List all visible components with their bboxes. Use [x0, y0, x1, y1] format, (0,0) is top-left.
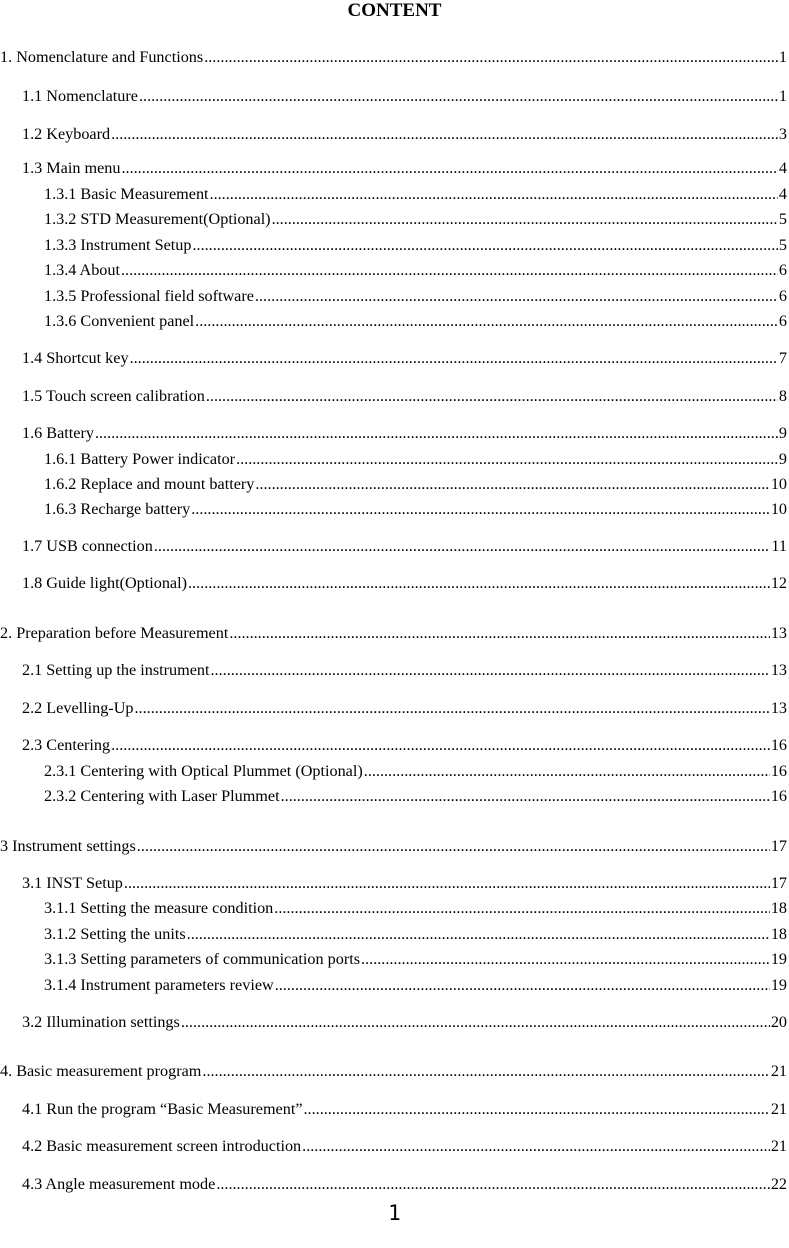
toc-entry[interactable]	[44, 898, 787, 918]
toc-entry-page: 13	[770, 661, 787, 679]
toc-entry[interactable]	[0, 1061, 787, 1081]
dot-leader	[135, 698, 770, 718]
toc-entry-page: 13	[770, 699, 787, 717]
toc-entry[interactable]	[22, 124, 787, 144]
toc-entry-label: 1.8 Guide light(Optional)	[22, 574, 187, 592]
toc-entry-page: 1	[778, 48, 787, 66]
toc-entry-page: 10	[770, 500, 787, 518]
toc-entry[interactable]	[44, 786, 787, 806]
toc-entry[interactable]	[44, 286, 787, 306]
toc-entry[interactable]	[22, 735, 787, 755]
toc-entry-label: 3.1.2 Setting the units	[44, 925, 186, 943]
toc-entry-page: 21	[770, 1100, 787, 1118]
toc-entry-page: 9	[778, 424, 787, 442]
dot-leader	[255, 474, 769, 494]
toc-entry-label: 2.3.2 Centering with Laser Plummet	[44, 787, 280, 805]
toc-entry-label: 1.3.5 Professional field software	[44, 287, 254, 305]
toc-entry-page: 21	[770, 1137, 787, 1155]
dot-leader	[275, 975, 770, 995]
toc-entry-page: 16	[770, 762, 787, 780]
toc-entry-page: 12	[770, 574, 787, 592]
toc-entry[interactable]	[22, 1174, 787, 1194]
toc-entry-page: 11	[771, 537, 787, 555]
toc-entry[interactable]	[22, 348, 787, 368]
toc-entry-page: 20	[770, 1013, 787, 1031]
toc-entry-label: 3.1.3 Setting parameters of communication ports	[44, 950, 361, 968]
dot-leader	[188, 573, 770, 593]
toc-entry[interactable]	[44, 260, 787, 280]
toc-entry-page: 7	[778, 349, 787, 367]
toc-entry-page: 17	[770, 874, 787, 892]
toc-entry[interactable]	[0, 47, 787, 67]
toc-entry[interactable]	[44, 209, 787, 229]
toc-entry[interactable]	[0, 836, 787, 856]
toc-entry-page: 5	[778, 236, 787, 254]
toc-entry-page: 19	[770, 950, 787, 968]
dot-leader	[255, 286, 778, 306]
toc-entry[interactable]	[44, 235, 787, 255]
toc-entry-label: 1.6 Battery	[22, 424, 94, 442]
toc-entry-label: 2. Preparation before Measurement	[0, 624, 229, 642]
dot-leader	[95, 423, 778, 443]
toc-entry-label: 1.3.3 Instrument Setup	[44, 236, 192, 254]
dot-leader	[137, 836, 770, 856]
toc-entry-label: 1.3.2 STD Measurement(Optional)	[44, 210, 271, 228]
toc-entry-label: 1.1 Nomenclature	[22, 87, 138, 105]
toc-entry-label: 1.6.2 Replace and mount battery	[44, 475, 255, 493]
toc-entry[interactable]	[0, 623, 787, 643]
toc-entry[interactable]	[44, 949, 787, 969]
toc-entry-label: 3 Instrument settings	[0, 837, 136, 855]
page-title: CONTENT	[347, 0, 442, 21]
dot-leader	[130, 348, 778, 368]
toc-entry-page: 8	[778, 387, 787, 405]
toc-entry-label: 3.1.4 Instrument parameters review	[44, 976, 274, 994]
toc-entry-label: 1.3.6 Convenient panel	[44, 312, 195, 330]
dot-leader	[210, 184, 778, 204]
dot-leader	[204, 47, 778, 67]
dot-leader	[121, 158, 777, 178]
toc-entry-label: 4.1 Run the program “Basic Measurement”	[22, 1100, 303, 1118]
toc-entry-page: 16	[770, 736, 787, 754]
toc-entry-label: 1.3.1 Basic Measurement	[44, 185, 209, 203]
dot-leader	[181, 1012, 770, 1032]
toc-entry-label: 1.6.3 Recharge battery	[44, 500, 191, 518]
toc-entry-page: 21	[770, 1062, 787, 1080]
dot-leader	[302, 1136, 770, 1156]
toc-entry[interactable]	[44, 924, 787, 944]
toc-entry[interactable]	[44, 311, 787, 331]
toc-entry[interactable]	[22, 1099, 787, 1119]
toc-entry-label: 4.2 Basic measurement screen introduction	[22, 1137, 302, 1155]
toc-entry-label: 3.1.1 Setting the measure condition	[44, 899, 274, 917]
toc-entry[interactable]	[22, 873, 787, 893]
dot-leader	[272, 209, 778, 229]
toc-entry-page: 18	[770, 899, 787, 917]
dot-leader	[361, 949, 770, 969]
toc-entry-label: 2.2 Levelling-Up	[22, 699, 134, 717]
dot-leader	[364, 761, 770, 781]
dot-leader	[111, 735, 770, 755]
dot-leader	[195, 311, 778, 331]
toc-entry-label: 1.2 Keyboard	[22, 125, 111, 143]
toc-entry[interactable]	[44, 761, 787, 781]
toc-entry-page: 6	[778, 261, 787, 279]
dot-leader	[191, 499, 770, 519]
toc-entry-label: 4.3 Angle measurement mode	[22, 1175, 216, 1193]
dot-leader	[202, 1061, 769, 1081]
dot-leader	[216, 1174, 770, 1194]
toc-entry-page: 6	[778, 287, 787, 305]
dot-leader	[154, 536, 771, 556]
toc-entry-label: 2.3 Centering	[22, 736, 111, 754]
dot-leader	[124, 873, 770, 893]
dot-leader	[192, 235, 777, 255]
toc-entry-label: 1.4 Shortcut key	[22, 349, 129, 367]
dot-leader	[139, 86, 778, 106]
dot-leader	[206, 386, 778, 406]
toc-entry[interactable]	[22, 86, 787, 106]
toc-entry-label: 1. Nomenclature and Functions	[0, 48, 204, 66]
toc-entry-label: 2.3.1 Centering with Optical Plummet (Optional)	[44, 762, 363, 780]
dot-leader	[229, 623, 769, 643]
dot-leader	[111, 124, 778, 144]
toc-entry[interactable]	[22, 698, 787, 718]
toc-entry[interactable]	[22, 1012, 787, 1032]
dot-leader	[236, 449, 778, 469]
dot-leader	[121, 260, 778, 280]
toc-entry-label: 3.1 INST Setup	[22, 874, 123, 892]
toc-entry[interactable]	[22, 158, 787, 178]
toc-entry[interactable]	[44, 449, 787, 469]
toc-entry[interactable]	[22, 536, 787, 556]
dot-leader	[187, 924, 770, 944]
dot-leader	[274, 898, 770, 918]
toc-entry-page: 13	[770, 624, 787, 642]
toc-entry-page: 17	[770, 837, 787, 855]
page-number: 1	[388, 1201, 401, 1225]
toc-entry-label: 2.1 Setting up the instrument	[22, 661, 210, 679]
toc-entry-label: 3.2 Illumination settings	[22, 1013, 180, 1031]
toc-entry-label: 1.3.4 About	[44, 261, 120, 279]
toc-entry-page: 9	[778, 450, 787, 468]
dot-leader	[304, 1099, 770, 1119]
toc-entry-page: 3	[778, 125, 787, 143]
toc-entry-page: 18	[770, 925, 787, 943]
toc-entry-page: 16	[770, 787, 787, 805]
toc-entry[interactable]	[22, 386, 787, 406]
toc-entry-page: 4	[778, 159, 787, 177]
toc-entry-page: 22	[770, 1175, 787, 1193]
toc-entry[interactable]	[44, 184, 787, 204]
toc-entry-page: 6	[778, 312, 787, 330]
toc-entry-page: 10	[770, 475, 787, 493]
dot-leader	[281, 786, 770, 806]
toc-entry[interactable]	[44, 474, 787, 494]
toc-entry-page: 19	[770, 976, 787, 994]
toc-entry[interactable]	[22, 660, 787, 680]
toc-entry-label: 4. Basic measurement program	[0, 1062, 202, 1080]
toc-entry[interactable]	[44, 975, 787, 995]
toc-entry-page: 4	[778, 185, 787, 203]
toc-entry-label: 1.7 USB connection	[22, 537, 153, 555]
toc-entry-page: 5	[778, 210, 787, 228]
toc-entry-page: 1	[778, 87, 787, 105]
toc-entry-label: 1.5 Touch screen calibration	[22, 387, 205, 405]
toc-entry[interactable]	[22, 423, 787, 443]
dot-leader	[211, 660, 770, 680]
toc-entry-label: 1.6.1 Battery Power indicator	[44, 450, 236, 468]
toc-entry[interactable]	[22, 1136, 787, 1156]
toc-entry[interactable]	[22, 573, 787, 593]
toc-entry[interactable]	[44, 499, 787, 519]
toc-entry-label: 1.3 Main menu	[22, 159, 121, 177]
